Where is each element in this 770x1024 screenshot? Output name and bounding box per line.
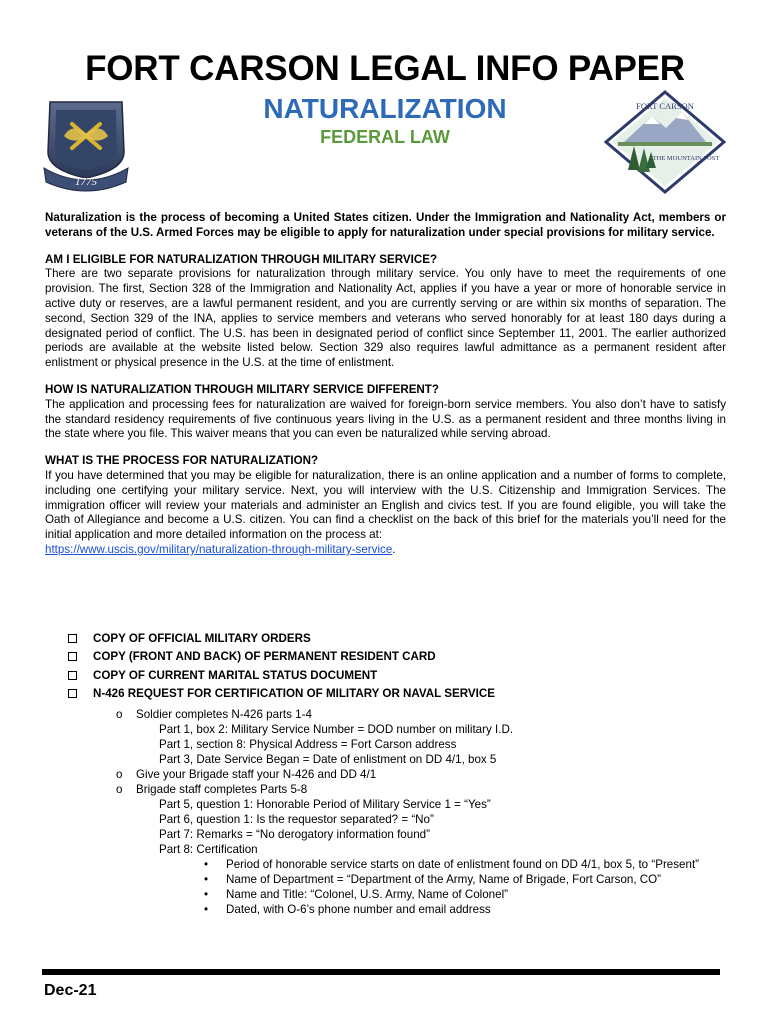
footer-divider (42, 969, 720, 975)
logo-fort-carson-text: FORT CARSON (636, 101, 694, 111)
bullet-icon: • (204, 873, 209, 886)
step-detail: Part 7: Remarks = “No derogatory information found” (159, 828, 430, 841)
section-heading-difference: HOW IS NATURALIZATION THROUGH MILITARY SERVICE DIFFERENT? (45, 382, 439, 396)
section-heading-eligibility: AM I ELIGIBLE FOR NATURALIZATION THROUGH MILITARY SERVICE? (45, 252, 438, 266)
bullet-icon: • (204, 903, 209, 916)
circle-bullet-icon: o (116, 768, 123, 781)
n426-instructions (66, 707, 726, 917)
document-body (45, 211, 726, 558)
bullet-icon: • (204, 888, 209, 901)
uscis-link[interactable]: https://www.uscis.gov/military/naturalization-through-military-service (45, 542, 393, 556)
checkbox[interactable] (68, 689, 77, 698)
bullet-text: Dated, with O-6’s phone number and email address (226, 903, 491, 916)
step-text: Give your Brigade staff your N-426 and DD 4/1 (136, 768, 377, 781)
checklist-item[interactable] (66, 648, 726, 667)
circle-bullet-icon: o (116, 783, 123, 796)
step-detail: Part 1, box 2: Military Service Number = DOD number on military I.D. (159, 723, 514, 736)
step-detail: Part 1, section 8: Physical Address = Fort Carson address (159, 738, 457, 751)
step-item (66, 767, 726, 782)
certification-bullet (66, 887, 726, 902)
step-text: Soldier completes N-426 parts 1-4 (136, 708, 312, 721)
document-checklist (66, 629, 726, 917)
checklist-item-label: COPY OF CURRENT MARITAL STATUS DOCUMENT (93, 668, 378, 682)
process-text: If you have determined that you may be eligible for naturalization, there is an online application and a number of forms to complete, including one certifying your military service. Next, you will interview with the U.S. Citizenship and Immigration Services. The immigration officer will review your materials and administer an English and civics test. If you are found eligible, you will take the Oath of Allegiance and become a U.S. citizen. You can find a checklist on the back of this brief for the materials you’ll need for the initial application and more detailed information on the process at: (45, 468, 726, 542)
step-item (66, 782, 726, 797)
circle-bullet-icon: o (116, 708, 123, 721)
step-text: Brigade staff completes Parts 5-8 (136, 783, 308, 796)
step-detail: Part 3, Date Service Began = Date of enlistment on DD 4/1, box 5 (159, 753, 497, 766)
checklist-item-label: COPY (FRONT AND BACK) OF PERMANENT RESIDENT CARD (93, 650, 436, 664)
step-detail: Part 5, question 1: Honorable Period of Military Service 1 = “Yes” (159, 798, 491, 811)
jag-corps-insignia-logo (42, 92, 130, 196)
bullet-text: Name and Title: “Colonel, U.S. Army, Name of Colonel” (226, 888, 509, 901)
section-body-difference: The application and processing fees for naturalization are waived for foreign-born service members. You also don’t have to satisfy the standard residency requirements of five continuous years living in the U.S. as a permanent resident and three months living in the state where you file. This waiver means that you can even be naturalized while serving abroad. (45, 397, 726, 441)
page-subsubtitle: FEDERAL LAW (320, 127, 450, 147)
certification-bullet (66, 902, 726, 917)
checkbox[interactable] (68, 671, 77, 680)
link-period: . (392, 542, 396, 556)
insignia-year: 1775 (75, 176, 97, 188)
checkbox[interactable] (68, 634, 77, 643)
checklist-item[interactable] (66, 666, 726, 685)
section-body-eligibility: There are two separate provisions for naturalization through military service. You only have to meet the requirements of one provision. The first, Section 328 of the Immigration and Nationality Act, applies if you have a year or more of honorable service in active duty or reserves, are a lawful permanent resident, and you are currently serving or are within six months of separation. The second, Section 329 of the INA, applies to service members and veterans who served honorably for at least 180 days during a designated period of conflict. The U.S. has been in designated period of conflict since September 11, 2001. The earlier authorized periods are available at the website listed below. Section 329 also requires lawful admittance as a permanent resident after enlistment or physical presence in the U.S. at the time of enlistment. (45, 267, 726, 370)
fort-carson-mountain-post-logo (604, 90, 726, 194)
logo-mountain-post-text: THE MOUNTAIN POST (652, 155, 720, 162)
checklist-item-label: N-426 REQUEST FOR CERTIFICATION OF MILITARY OR NAVAL SERVICE (93, 687, 495, 701)
intro-paragraph: Naturalization is the process of becoming a United States citizen. Under the Immigration and Nationality Act, members or veterans of the U.S. Armed Forces may be eligible to apply for naturalization under special provisions for military service. (45, 211, 726, 239)
section-heading-process: WHAT IS THE PROCESS FOR NATURALIZATION? (45, 454, 319, 468)
certification-bullet (66, 857, 726, 872)
page-title: FORT CARSON LEGAL INFO PAPER (85, 49, 685, 88)
bullet-icon: • (204, 858, 209, 871)
step-detail: Part 6, question 1: Is the requestor separated? = “No” (159, 813, 434, 826)
bullet-text: Name of Department = “Department of the Army, Name of Brigade, Fort Carson, CO” (226, 873, 662, 886)
footer-date: Dec-21 (44, 982, 97, 999)
step-detail: Part 8: Certification (159, 843, 258, 856)
bullet-text: Period of honorable service starts on date of enlistment found on DD 4/1, box 5, to “Present” (226, 858, 700, 871)
certification-bullet (66, 872, 726, 887)
checklist-item[interactable] (66, 685, 726, 704)
page-subtitle: NATURALIZATION (263, 93, 507, 124)
section-body-process (45, 469, 726, 558)
step-item (66, 707, 726, 722)
checkbox[interactable] (68, 652, 77, 661)
checklist-item-label: COPY OF OFFICIAL MILITARY ORDERS (93, 631, 311, 645)
checklist-item[interactable] (66, 629, 726, 648)
